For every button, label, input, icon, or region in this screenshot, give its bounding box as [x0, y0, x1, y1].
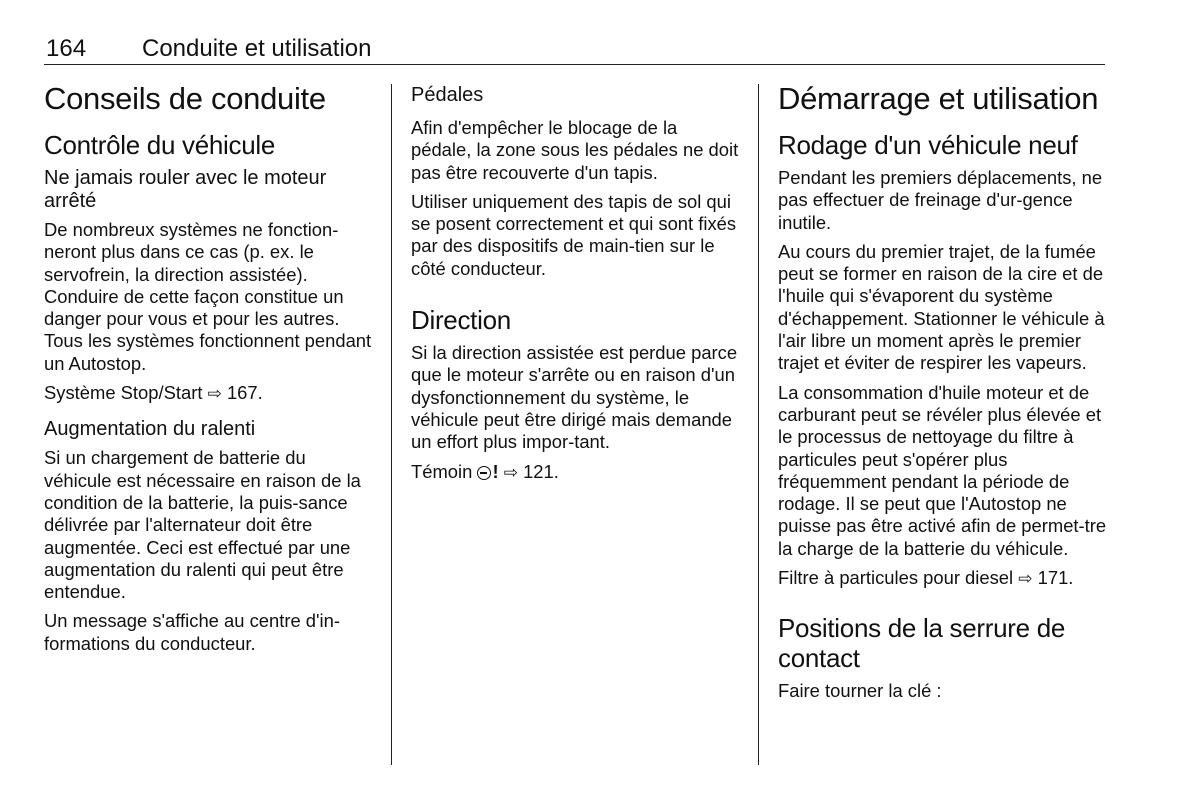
- paragraph: Si la direction assistée est perdue parce que le moteur s'arrête ou en raison d'un dysfonctionnement du système, le véhicule peut être dirigé mais demande un effort plus impor-tant.: [411, 342, 738, 453]
- paragraph: Au cours du premier trajet, de la fumée peut se former en raison de la cire et de l'huile qui s'évaporent du système d'échappement. Stationner le véhicule à l'air libre un moment après le premier trajet et éviter de respirer les vapeurs.: [778, 240, 1105, 374]
- reference-arrow-icon: ⇨: [207, 384, 222, 404]
- subsection-title: Direction: [411, 305, 511, 336]
- page-header: [44, 34, 1105, 65]
- reference-text: Système Stop/Start: [44, 382, 203, 404]
- warning-exclaim: !: [492, 460, 499, 482]
- paragraph: Utiliser uniquement des tapis de sol qui se posent correctement et qui sont fixés par des dispositifs de main-tien sur le côté conducteur.: [411, 190, 737, 279]
- cross-reference: [44, 382, 374, 405]
- paragraph: Afin d'empêcher le blocage de la pédale, la zone sous les pédales ne doit pas être recouverte d'un tapis.: [411, 117, 739, 183]
- reference-arrow-icon: ⇨: [1018, 569, 1033, 589]
- reference-text: Filtre à particules pour diesel: [778, 567, 1014, 589]
- paragraph: Pendant les premiers déplacements, ne pas effectuer de freinage d'ur-gence inutile.: [778, 167, 1103, 233]
- reference-page: 121.: [523, 460, 559, 482]
- reference-page: 171.: [1037, 567, 1074, 589]
- column-right: [778, 80, 1110, 710]
- section-title: Conseils de conduite: [44, 81, 326, 116]
- subsection-title: Positions de la serrure de contact: [778, 613, 1066, 674]
- reference-text: Témoin: [411, 460, 473, 482]
- steering-warning-icon: [477, 466, 491, 480]
- page-number: 164: [46, 35, 87, 62]
- column-left: [44, 80, 374, 662]
- topic-heading: Augmentation du ralenti: [44, 418, 256, 441]
- cross-reference: [778, 567, 1110, 590]
- topic-heading: Ne jamais rouler avec le moteur arrêté: [44, 167, 327, 212]
- column-divider: [391, 84, 392, 765]
- column-divider: [758, 84, 759, 765]
- paragraph: Si un chargement de batterie du véhicule est nécessaire en raison de la condition de la batterie, la puis-sance délivrée par l'alternateur doit être augmentée. Ceci est effectué par une augmentation du ralenti qui peut être entendue.: [44, 447, 361, 603]
- cross-reference: [411, 461, 741, 484]
- paragraph: De nombreux systèmes ne fonction-neront plus dans ce cas (p. ex. le servofrein, la direction assistée). Conduire de cette façon constitue un danger pour vous et pour les autres. Tous les systèmes fonctionnent pendant un Autostop.: [44, 219, 372, 374]
- paragraph: Faire tourner la clé :: [778, 680, 942, 702]
- paragraph: La consommation d'huile moteur et de carburant peut se révéler plus élevée et le processus de nettoyage du filtre à particules peut s'opérer plus fréquemment pendant la période de rodage. Il se peut que l'Autostop ne puisse pas être activé afin de permet-tre la charge de la batterie du véhicule.: [778, 381, 1107, 559]
- subsection-title: Contrôle du véhicule: [44, 130, 276, 160]
- reference-arrow-icon: ⇨: [503, 462, 518, 482]
- topic-heading: Pédales: [411, 84, 484, 106]
- reference-page: 167.: [226, 382, 263, 404]
- chapter-title: Conduite et utilisation: [142, 35, 372, 62]
- subsection-title: Rodage d'un véhicule neuf: [778, 130, 1078, 160]
- column-middle: [411, 80, 741, 491]
- paragraph: Un message s'affiche au centre d'in-formations du conducteur.: [44, 610, 340, 654]
- section-title: Démarrage et utilisation: [778, 81, 1099, 116]
